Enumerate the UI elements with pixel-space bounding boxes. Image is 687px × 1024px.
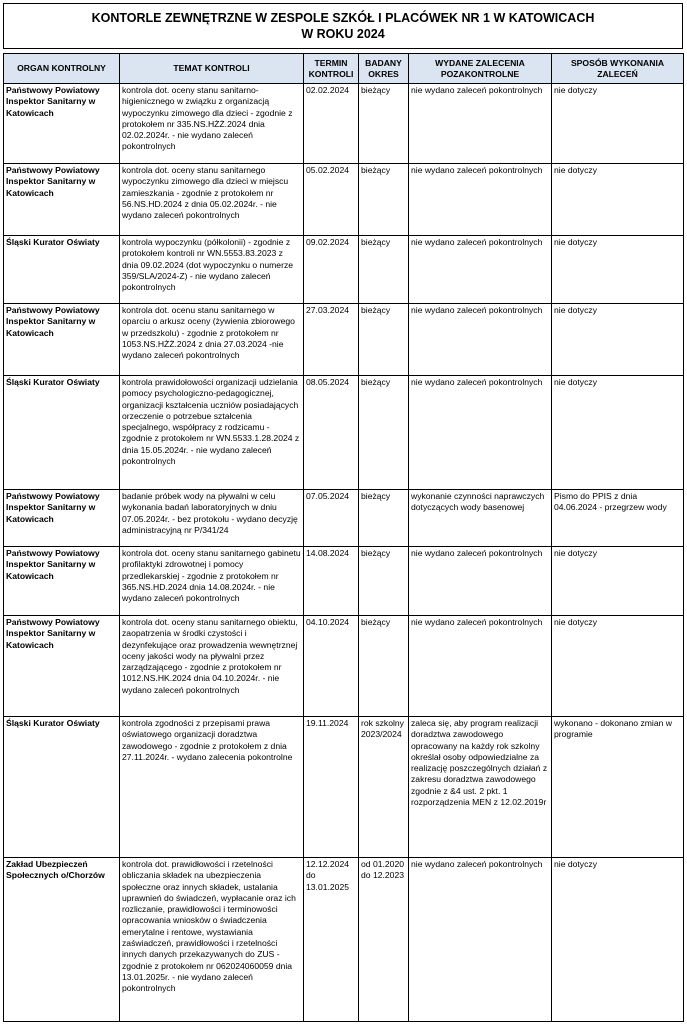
header-row — [4, 54, 684, 84]
table-row — [4, 547, 684, 616]
header-sposob: SPOSÓB WYKONANIA ZALECEŃ — [552, 54, 684, 84]
cell-termin: 09.02.2024 — [304, 236, 359, 304]
cell-sposob: nie dotyczy — [552, 236, 684, 304]
cell-termin: 08.05.2024 — [304, 376, 359, 490]
cell-sposob: nie dotyczy — [552, 376, 684, 490]
header-okres: BADANY OKRES — [359, 54, 409, 84]
document-title — [3, 3, 683, 49]
cell-termin: 07.05.2024 — [304, 490, 359, 547]
document-page — [3, 3, 683, 1022]
table-row — [4, 376, 684, 490]
cell-temat: kontrola dot. oceny stanu sanitarno-higienicznego w związku z organizacją wypoczynku zimowego dla dzieci - zgodnie z protokołem nr 335.NS.HŻŻ.2024 dnia 02.02.2024r. - nie wydano zaleceń pokontrolnych — [120, 84, 304, 164]
cell-okres: bieżący — [359, 547, 409, 616]
cell-okres: rok szkolny 2023/2024 — [359, 717, 409, 858]
cell-organ: Państwowy Powiatowy Inspektor Sanitarny w Katowicach — [4, 547, 120, 616]
cell-termin: 19.11.2024 — [304, 717, 359, 858]
cell-sposob: nie dotyczy — [552, 858, 684, 1022]
cell-sposob: nie dotyczy — [552, 304, 684, 376]
cell-organ: Państwowy Powiatowy Inspektor Sanitarny w Katowicach — [4, 616, 120, 717]
header-organ: ORGAN KONTROLNY — [4, 54, 120, 84]
header-zalecenia: WYDANE ZALECENIA POZAKONTROLNE — [409, 54, 552, 84]
cell-okres: bieżący — [359, 84, 409, 164]
table-row — [4, 236, 684, 304]
cell-temat: kontrola dot. oceny stanu sanitarnego gabinetu profilaktyki zdrowotnej i pomocy przedlekarskiej - zgodnie z protokołem nr 365.NS.HD.2024 dnia 14.08.2024r. - nie wydano zaleceń pokontrolnych — [120, 547, 304, 616]
header-termin: TERMIN KONTROLI — [304, 54, 359, 84]
cell-temat: kontrola dot. oceny stanu sanitarnego obiektu, zaopatrzenia w środki czystości i dezynfekujące oraz prowadzenia wewnętrznej oceny jakości wody na pływalni przez zarządzającego - zgodnie z protokołem nr 1012.NS.HK.2024 dnia 04.10.2024r. - nie wydano zaleceń pokontrolnych — [120, 616, 304, 717]
cell-sposob: Pismo do PPIS z dnia 04.06.2024 - przegrzew wody — [552, 490, 684, 547]
cell-zalecenia: nie wydano zaleceń pokontrolnych — [409, 858, 552, 1022]
title-line-1: KONTORLE ZEWNĘTRZNE W ZESPOLE SZKÓŁ I PLACÓWEK NR 1 W KATOWICACH — [91, 11, 595, 25]
cell-zalecenia: wykonanie czynności naprawczych dotyczących wody basenowej — [409, 490, 552, 547]
cell-temat: kontrola dot. prawidłowości i rzetelności obliczania składek na ubezpieczenia społeczne oraz innych składek, ustalania uprawnień do świadczeń, wypłacanie oraz ich rozliczanie, prawidłowości i terminowości opracowania wniosków o świadczenia emerytalne i rentowe, wystawiania zaświadczeń, prawidłowości i rzetelności innych danych przekazywanych do ZUS - zgodnie z protokołem nr 062024060059 dnia 13.01.2025r. - nie wydano zaleceń pokontrolnych — [120, 858, 304, 1022]
cell-organ: Państwowy Powiatowy Inspektor Sanitarny w Katowicach — [4, 304, 120, 376]
cell-organ: Państwowy Powiatowy Inspektor Sanitarny w Katowicach — [4, 84, 120, 164]
table-row — [4, 164, 684, 236]
cell-termin: 02.02.2024 — [304, 84, 359, 164]
cell-organ: Śląski Kurator Oświaty — [4, 717, 120, 858]
cell-okres: bieżący — [359, 616, 409, 717]
cell-termin: 27.03.2024 — [304, 304, 359, 376]
cell-sposob: nie dotyczy — [552, 547, 684, 616]
table-row — [4, 304, 684, 376]
cell-okres: bieżący — [359, 236, 409, 304]
cell-zalecenia: zaleca się, aby program realizacji doradztwa zawodowego opracowany na każdy rok szkolny określał osoby odpowiedzialne za realizację poszczególnych działań z zakresu doradztwa zawodowego zgodnie z &4 ust. 2 pkt. 1 rozporządzenia MEN z 12.02.2019r — [409, 717, 552, 858]
cell-zalecenia: nie wydano zaleceń pokontrolnych — [409, 616, 552, 717]
cell-okres: bieżący — [359, 376, 409, 490]
cell-organ: Zakład Ubezpieczeń Społecznych o/Chorzów — [4, 858, 120, 1022]
table-row — [4, 858, 684, 1022]
title-line-2: W ROKU 2024 — [301, 27, 385, 41]
cell-okres: bieżący — [359, 164, 409, 236]
cell-temat: badanie próbek wody na pływalni w celu wykonania badań laboratoryjnych w dniu 07.05.2024r. - bez protokołu - wydano decyzję administracyjną nr P/341/24 — [120, 490, 304, 547]
cell-organ: Państwowy Powiatowy Inspektor Sanitarny w Katowicach — [4, 490, 120, 547]
cell-zalecenia: nie wydano zaleceń pokontrolnych — [409, 376, 552, 490]
cell-temat: kontrola prawidołowości organizacji udzielania pomocy psychologiczno-pedagogicznej, organizacji kształcenia uczniów posiadających orzeczenie o potrzebue ształcenia specjalnego, współpracy z rodzicamu - zgodnie z protokołem nr WN.5533.1.28.2024 z dnia 15.05.2024r. - nie wydano zaleceń pokontrolnych — [120, 376, 304, 490]
cell-organ: Śląski Kurator Oświaty — [4, 236, 120, 304]
cell-temat: kontrola dot. oceny stanu sanitarnego wypoczynku zimowego dla dzieci w miejscu zamieszkania - zgodnie z protokołem nr 56.NS.HD.2024 z dnia 05.02.2024r. - nie wydano zaleceń pokontrolnych — [120, 164, 304, 236]
cell-termin: 14.08.2024 — [304, 547, 359, 616]
cell-termin: 04.10.2024 — [304, 616, 359, 717]
cell-sposob: nie dotyczy — [552, 84, 684, 164]
cell-organ: Śląski Kurator Oświaty — [4, 376, 120, 490]
cell-zalecenia: nie wydano zaleceń pokontrolnych — [409, 84, 552, 164]
cell-okres: od 01.2020 do 12.2023 — [359, 858, 409, 1022]
cell-temat: kontrola wypoczynku (półkolonii) - zgodnie z protokołem kontroli nr WN.5553.83.2023 z dnia 09.02.2024 (dot wypoczynku o numerze 359/SLA/2024-Z) - nie wydano zaleceń pokontrolnych — [120, 236, 304, 304]
controls-table — [3, 53, 684, 1022]
cell-organ: Państwowy Powiatowy Inspektor Sanitarny w Katowicach — [4, 164, 120, 236]
cell-temat: kontrola zgodności z przepisami prawa oświatowego organizacji doradztwa zawodowego - zgodnie z protokołem z dnia 27.11.2024r. - wydano zalecenia pokontrolne — [120, 717, 304, 858]
table-row — [4, 616, 684, 717]
cell-sposob: wykonano - dokonano zmian w programie — [552, 717, 684, 858]
table-row — [4, 84, 684, 164]
cell-okres: bieżący — [359, 304, 409, 376]
cell-temat: kontrola dot. ocenu stanu sanitarnego w oparciu o arkusz oceny (żywienia zbiorowego w przedszkolu) - zgodnie z protokołem nr 1053.NS.HŻŻ.2024 z dnia 27.03.2024 -nie wydano zaleceń pokontrolnych — [120, 304, 304, 376]
cell-termin: 12.12.2024 do 13.01.2025 — [304, 858, 359, 1022]
table-row — [4, 717, 684, 858]
cell-zalecenia: nie wydano zaleceń pokontrolnych — [409, 236, 552, 304]
cell-zalecenia: nie wydano zaleceń pokontrolnych — [409, 547, 552, 616]
cell-sposob: nie dotyczy — [552, 164, 684, 236]
cell-zalecenia: nie wydano zaleceń pokontrolnych — [409, 164, 552, 236]
cell-termin: 05.02.2024 — [304, 164, 359, 236]
cell-zalecenia: nie wydano zaleceń pokontrolnych — [409, 304, 552, 376]
cell-okres: bieżący — [359, 490, 409, 547]
cell-sposob: nie dotyczy — [552, 616, 684, 717]
header-temat: TEMAT KONTROLI — [120, 54, 304, 84]
table-row — [4, 490, 684, 547]
